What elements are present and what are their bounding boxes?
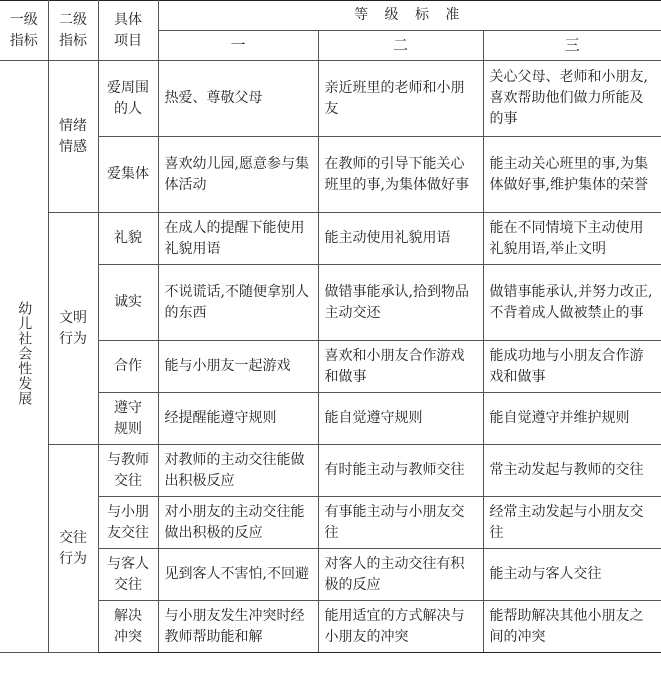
item-name: 礼貌 <box>98 213 158 265</box>
level-1-cell: 在成人的提醒下能使用礼貌用语 <box>158 213 318 265</box>
level-2-cell: 有事能主动与小朋友交往 <box>318 497 483 549</box>
header-specific-item: 具体 项目 <box>98 1 158 61</box>
group-emotion: 情绪 情感 <box>48 61 98 213</box>
header-level-2: 二 <box>318 31 483 61</box>
level-1-cell: 对教师的主动交往能做出积极反应 <box>158 445 318 497</box>
item-name: 爱周围 的人 <box>98 61 158 137</box>
level-1-cell: 热爱、尊敬父母 <box>158 61 318 137</box>
item-name: 与小朋 友交往 <box>98 497 158 549</box>
level-1-cell: 对小朋友的主动交往能做出积极的反应 <box>158 497 318 549</box>
item-name: 爱集体 <box>98 137 158 213</box>
level-1-cell: 与小朋友发生冲突时经教师帮助能和解 <box>158 601 318 653</box>
level-3-cell: 能自觉遵守并维护规则 <box>483 393 661 445</box>
level-2-cell: 喜欢和小朋友合作游戏和做事 <box>318 341 483 393</box>
level-2-cell: 对客人的主动交往有积极的反应 <box>318 549 483 601</box>
level-3-cell: 经常主动发起与小朋友交往 <box>483 497 661 549</box>
level-3-cell: 能在不同情境下主动使用礼貌用语,举止文明 <box>483 213 661 265</box>
header-level1-indicator: 一级 指标 <box>0 1 48 61</box>
header-level-1: 一 <box>158 31 318 61</box>
level1-indicator: 幼儿社会性发展 <box>0 61 48 653</box>
level-2-cell: 亲近班里的老师和小朋友 <box>318 61 483 137</box>
header-level-3: 三 <box>483 31 661 61</box>
item-name: 诚实 <box>98 265 158 341</box>
header-grade-standard: 等 级 标 准 <box>158 1 661 31</box>
item-name: 与客人 交往 <box>98 549 158 601</box>
item-name: 合作 <box>98 341 158 393</box>
item-name: 解决 冲突 <box>98 601 158 653</box>
level-2-cell: 能自觉遵守规则 <box>318 393 483 445</box>
level-1-cell: 经提醒能遵守规则 <box>158 393 318 445</box>
level-3-cell: 能主动与客人交往 <box>483 549 661 601</box>
level-2-cell: 能主动使用礼貌用语 <box>318 213 483 265</box>
level-2-cell: 在教师的引导下能关心班里的事,为集体做好事 <box>318 137 483 213</box>
level-3-cell: 能帮助解决其他小朋友之间的冲突 <box>483 601 661 653</box>
level-2-cell: 有时能主动与教师交往 <box>318 445 483 497</box>
level-3-cell: 能主动关心班里的事,为集体做好事,维护集体的荣誉 <box>483 137 661 213</box>
group-social-interaction: 交往 行为 <box>48 445 98 653</box>
item-name: 遵守 规则 <box>98 393 158 445</box>
level-2-cell: 做错事能承认,拾到物品主动交还 <box>318 265 483 341</box>
level-1-cell: 见到客人不害怕,不回避 <box>158 549 318 601</box>
level-1-cell: 能与小朋友一起游戏 <box>158 341 318 393</box>
level-3-cell: 能成功地与小朋友合作游戏和做事 <box>483 341 661 393</box>
level-2-cell: 能用适宜的方式解决与小朋友的冲突 <box>318 601 483 653</box>
group-civil-behavior: 文明 行为 <box>48 213 98 445</box>
level-1-cell: 不说谎话,不随便拿别人的东西 <box>158 265 318 341</box>
level-3-cell: 做错事能承认,并努力改正,不背着成人做被禁止的事 <box>483 265 661 341</box>
level-1-cell: 喜欢幼儿园,愿意参与集体活动 <box>158 137 318 213</box>
header-level2-indicator: 二级 指标 <box>48 1 98 61</box>
level-3-cell: 常主动发起与教师的交往 <box>483 445 661 497</box>
level-3-cell: 关心父母、老师和小朋友,喜欢帮助他们做力所能及的事 <box>483 61 661 137</box>
item-name: 与教师 交往 <box>98 445 158 497</box>
